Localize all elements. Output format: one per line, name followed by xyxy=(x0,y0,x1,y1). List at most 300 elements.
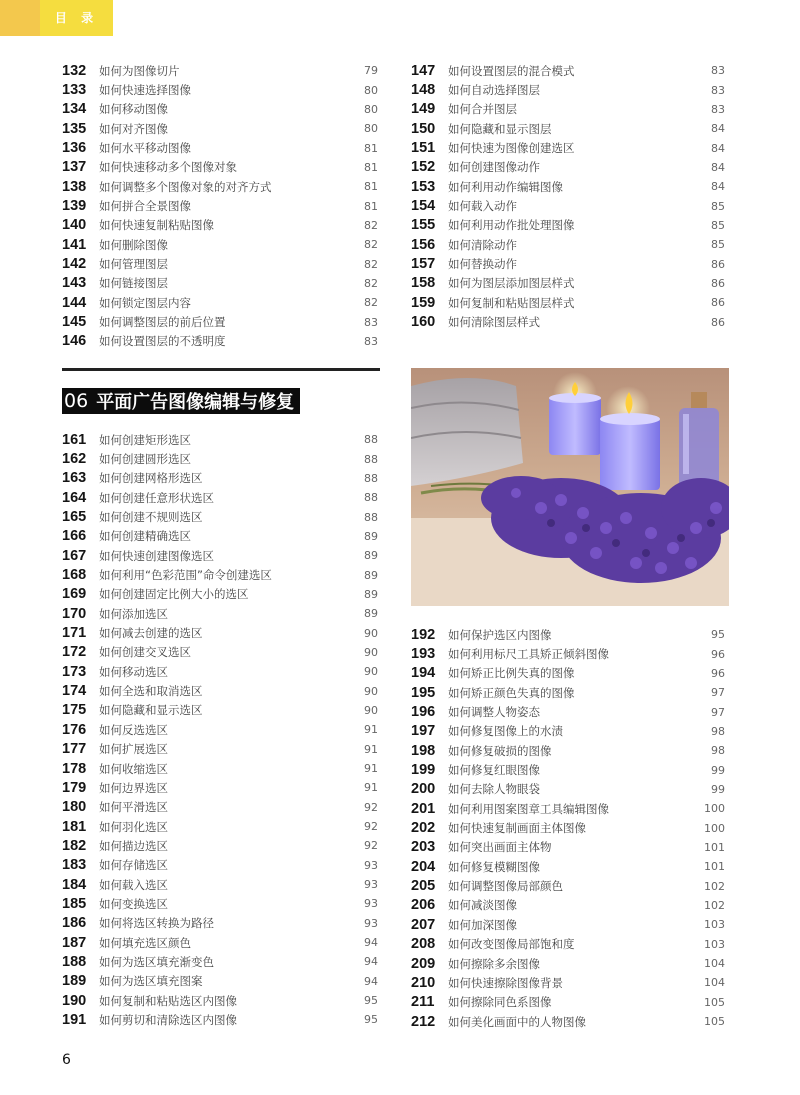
toc-entry-number: 175 xyxy=(62,702,87,719)
toc-entry-title: 如何为图像切片 xyxy=(99,63,180,78)
toc-entry[interactable] xyxy=(411,896,725,915)
toc-entry-number: 190 xyxy=(62,992,87,1009)
toc-entry-page: 88 xyxy=(364,433,378,447)
toc-list xyxy=(62,430,378,1030)
toc-entry-page: 86 xyxy=(711,257,725,271)
toc-entry-number: 177 xyxy=(62,741,87,758)
toc-entry-page: 94 xyxy=(364,955,378,969)
toc-entry[interactable] xyxy=(62,274,378,293)
toc-entry-number: 196 xyxy=(411,704,436,721)
toc-entry-page: 97 xyxy=(711,686,725,700)
toc-entry[interactable] xyxy=(411,625,725,644)
toc-entry-page: 88 xyxy=(364,471,378,485)
toc-entry-number: 150 xyxy=(411,120,436,137)
toc-entry[interactable] xyxy=(62,312,378,331)
toc-entry[interactable] xyxy=(62,100,378,119)
toc-entry-title: 如何载入动作 xyxy=(448,199,517,214)
toc-entry[interactable] xyxy=(62,565,378,584)
toc-entry[interactable] xyxy=(62,914,378,933)
toc-entry-title: 如何复制和粘贴选区内图像 xyxy=(99,993,237,1008)
toc-entry[interactable] xyxy=(411,702,725,721)
toc-entry-page: 89 xyxy=(364,607,378,621)
toc-entry-number: 139 xyxy=(62,198,87,215)
toc-entry[interactable] xyxy=(411,235,725,254)
toc-entry-number: 165 xyxy=(62,509,87,526)
toc-entry[interactable] xyxy=(62,80,378,99)
toc-entry-number: 189 xyxy=(62,973,87,990)
toc-entry-number: 142 xyxy=(62,256,87,273)
toc-entry-page: 90 xyxy=(364,703,378,717)
toc-entry[interactable] xyxy=(411,818,725,837)
toc-entry-number: 132 xyxy=(62,62,87,79)
toc-entry-title: 如何矫正颜色失真的图像 xyxy=(448,685,575,700)
toc-column-left-top xyxy=(62,61,378,351)
toc-entry-page: 93 xyxy=(364,878,378,892)
toc-entry-page: 95 xyxy=(364,1013,378,1027)
toc-entry[interactable] xyxy=(62,507,378,526)
toc-entry[interactable] xyxy=(62,952,378,971)
toc-entry[interactable] xyxy=(411,954,725,973)
toc-entry-page: 94 xyxy=(364,974,378,988)
toc-entry-page: 82 xyxy=(364,296,378,310)
toc-entry-page: 93 xyxy=(364,897,378,911)
toc-entry-number: 136 xyxy=(62,140,87,157)
toc-entry-title: 如何减去创建的选区 xyxy=(99,626,203,641)
toc-entry[interactable] xyxy=(62,527,378,546)
toc-entry-title: 如何剪切和清除选区内图像 xyxy=(99,1012,237,1027)
toc-entry-page: 82 xyxy=(364,276,378,290)
toc-entry-page: 105 xyxy=(704,995,725,1009)
toc-entry[interactable] xyxy=(62,740,378,759)
toc-entry-page: 99 xyxy=(711,782,725,796)
toc-entry-page: 85 xyxy=(711,238,725,252)
toc-entry[interactable] xyxy=(62,119,378,138)
toc-entry-page: 88 xyxy=(364,491,378,505)
toc-entry-page: 92 xyxy=(364,800,378,814)
toc-entry-page: 93 xyxy=(364,916,378,930)
toc-entry-number: 167 xyxy=(62,547,87,564)
toc-entry-title: 如何将选区转换为路径 xyxy=(99,916,214,931)
toc-entry-page: 80 xyxy=(364,102,378,116)
toc-entry-number: 141 xyxy=(62,236,87,253)
toc-entry[interactable] xyxy=(62,759,378,778)
toc-entry-title: 如何修复图像上的水渍 xyxy=(448,724,563,739)
toc-entry-title: 如何隐藏和显示图层 xyxy=(448,121,552,136)
toc-entry[interactable] xyxy=(62,643,378,662)
toc-entry[interactable] xyxy=(411,100,725,119)
toc-entry-number: 143 xyxy=(62,275,87,292)
toc-entry-page: 80 xyxy=(364,83,378,97)
toc-entry-title: 如何链接图层 xyxy=(99,276,168,291)
toc-entry-title: 如何拼合全景图像 xyxy=(99,199,191,214)
toc-entry[interactable] xyxy=(411,138,725,157)
toc-entry[interactable] xyxy=(411,838,725,857)
toc-entry-number: 154 xyxy=(411,198,436,215)
toc-entry-title: 如何快速复制画面主体图像 xyxy=(448,821,586,836)
toc-entry[interactable] xyxy=(62,585,378,604)
toc-entry-title: 如何扩展选区 xyxy=(99,742,168,757)
page-number: 6 xyxy=(62,1052,71,1068)
toc-entry-page: 84 xyxy=(711,122,725,136)
toc-list xyxy=(411,625,725,1031)
toc-entry-number: 208 xyxy=(411,936,436,953)
toc-entry-number: 180 xyxy=(62,799,87,816)
toc-entry[interactable] xyxy=(62,817,378,836)
toc-entry-title: 如何反选选区 xyxy=(99,722,168,737)
toc-entry-page: 81 xyxy=(364,199,378,213)
header-tab-strip xyxy=(0,0,40,36)
toc-entry-page: 103 xyxy=(704,937,725,951)
toc-entry[interactable] xyxy=(62,875,378,894)
toc-entry-number: 163 xyxy=(62,470,87,487)
toc-entry-page: 81 xyxy=(364,160,378,174)
toc-entry-title: 如何边界选区 xyxy=(99,780,168,795)
toc-entry-title: 如何快速为图像创建选区 xyxy=(448,141,575,156)
toc-entry-number: 134 xyxy=(62,101,87,118)
toc-entry-page: 101 xyxy=(704,860,725,874)
toc-entry-title: 如何创建圆形选区 xyxy=(99,452,191,467)
toc-entry[interactable] xyxy=(62,604,378,623)
toc-entry-number: 198 xyxy=(411,742,436,759)
toc-entry[interactable] xyxy=(62,662,378,681)
toc-entry[interactable] xyxy=(62,488,378,507)
toc-entry-number: 185 xyxy=(62,895,87,912)
toc-entry-page: 100 xyxy=(704,802,725,816)
toc-entry-number: 191 xyxy=(62,1011,87,1028)
toc-column-right-bottom xyxy=(411,625,725,1031)
toc-entry[interactable] xyxy=(411,293,725,312)
lavender-candles-photo xyxy=(411,368,729,606)
toc-list xyxy=(62,61,378,351)
toc-entry-number: 209 xyxy=(411,955,436,972)
toc-entry-page: 90 xyxy=(364,645,378,659)
toc-entry-title: 如何设置图层的混合模式 xyxy=(448,63,575,78)
toc-entry-number: 182 xyxy=(62,837,87,854)
toc-entry-number: 164 xyxy=(62,489,87,506)
toc-entry-number: 202 xyxy=(411,820,436,837)
toc-entry-number: 199 xyxy=(411,762,436,779)
toc-entry-page: 88 xyxy=(364,452,378,466)
toc-entry-title: 如何快速移动多个图像对象 xyxy=(99,160,237,175)
toc-entry[interactable] xyxy=(62,856,378,875)
toc-entry[interactable] xyxy=(62,623,378,642)
toc-entry-title: 如何快速选择图像 xyxy=(99,83,191,98)
toc-entry-number: 205 xyxy=(411,878,436,895)
toc-entry[interactable] xyxy=(411,177,725,196)
toc-entry[interactable] xyxy=(62,836,378,855)
toc-entry-title: 如何存储选区 xyxy=(99,858,168,873)
toc-entry-number: 147 xyxy=(411,62,436,79)
toc-entry-page: 79 xyxy=(364,64,378,78)
toc-entry-number: 138 xyxy=(62,178,87,195)
toc-entry-title: 如何改变图像局部饱和度 xyxy=(448,937,575,952)
toc-entry-title: 如何为图层添加图层样式 xyxy=(448,276,575,291)
toc-entry[interactable] xyxy=(411,1012,725,1031)
toc-entry-number: 200 xyxy=(411,781,436,798)
toc-entry-title: 如何创建网格形选区 xyxy=(99,471,203,486)
toc-entry-page: 96 xyxy=(711,666,725,680)
toc-entry-number: 133 xyxy=(62,82,87,99)
toc-entry-page: 93 xyxy=(364,858,378,872)
toc-entry-page: 85 xyxy=(711,218,725,232)
toc-entry-title: 如何保护选区内图像 xyxy=(448,627,552,642)
section-divider xyxy=(62,368,380,371)
toc-entry-number: 179 xyxy=(62,779,87,796)
toc-entry-page: 83 xyxy=(364,315,378,329)
toc-entry-title: 如何复制和粘贴图层样式 xyxy=(448,295,575,310)
toc-entry[interactable] xyxy=(62,546,378,565)
toc-entry-page: 89 xyxy=(364,549,378,563)
toc-entry[interactable] xyxy=(62,235,378,254)
toc-entry-page: 91 xyxy=(364,742,378,756)
toc-entry[interactable] xyxy=(411,760,725,779)
toc-entry-page: 94 xyxy=(364,936,378,950)
toc-entry-number: 201 xyxy=(411,800,436,817)
toc-entry-page: 92 xyxy=(364,839,378,853)
toc-entry-title: 如何管理图层 xyxy=(99,257,168,272)
toc-entry-number: 203 xyxy=(411,839,436,856)
toc-entry[interactable] xyxy=(62,1010,378,1029)
toc-entry-number: 181 xyxy=(62,818,87,835)
toc-column-right-top xyxy=(411,61,725,332)
toc-entry-number: 146 xyxy=(62,333,87,350)
toc-entry-title: 如何全选和取消选区 xyxy=(99,684,203,699)
toc-entry[interactable] xyxy=(62,991,378,1010)
toc-entry[interactable] xyxy=(411,935,725,954)
toc-entry-number: 204 xyxy=(411,858,436,875)
toc-entry[interactable] xyxy=(411,857,725,876)
toc-entry-page: 90 xyxy=(364,626,378,640)
toc-entry-title: 如何利用动作编辑图像 xyxy=(448,179,563,194)
toc-entry[interactable] xyxy=(411,644,725,663)
toc-entry[interactable] xyxy=(62,293,378,312)
toc-entry[interactable] xyxy=(62,798,378,817)
toc-entry-page: 84 xyxy=(711,180,725,194)
toc-entry-title: 如何水平移动图像 xyxy=(99,141,191,156)
toc-entry-title: 如何羽化选区 xyxy=(99,819,168,834)
toc-entry-title: 如何利用图案图章工具编辑图像 xyxy=(448,801,609,816)
toc-entry[interactable] xyxy=(62,430,378,449)
toc-entry-number: 161 xyxy=(62,431,87,448)
toc-entry-page: 105 xyxy=(704,1015,725,1029)
toc-entry[interactable] xyxy=(62,778,378,797)
header-tab-label: 目 录 xyxy=(40,0,113,36)
toc-entry-number: 176 xyxy=(62,721,87,738)
toc-entry-number: 152 xyxy=(411,159,436,176)
toc-entry[interactable] xyxy=(62,972,378,991)
toc-entry-page: 86 xyxy=(711,296,725,310)
toc-entry-number: 151 xyxy=(411,140,436,157)
toc-entry-page: 96 xyxy=(711,647,725,661)
toc-entry-page: 89 xyxy=(364,568,378,582)
toc-entry-number: 192 xyxy=(411,626,436,643)
toc-entry-title: 如何利用动作批处理图像 xyxy=(448,218,575,233)
toc-entry[interactable] xyxy=(411,993,725,1012)
toc-entry[interactable] xyxy=(411,876,725,895)
toc-entry-page: 104 xyxy=(704,957,725,971)
toc-entry-number: 211 xyxy=(411,994,435,1011)
toc-entry-page: 95 xyxy=(711,628,725,642)
toc-entry-page: 83 xyxy=(711,64,725,78)
toc-entry[interactable] xyxy=(411,312,725,331)
toc-entry[interactable] xyxy=(62,894,378,913)
toc-entry[interactable] xyxy=(411,274,725,293)
toc-entry-number: 162 xyxy=(62,451,87,468)
toc-entry[interactable] xyxy=(411,722,725,741)
toc-entry-title: 如何创建图像动作 xyxy=(448,160,540,175)
toc-entry-page: 102 xyxy=(704,879,725,893)
toc-entry-number: 174 xyxy=(62,683,87,700)
toc-entry-title: 如何收缩选区 xyxy=(99,761,168,776)
toc-entry-title: 如何突出画面主体物 xyxy=(448,840,552,855)
toc-entry-page: 89 xyxy=(364,529,378,543)
toc-entry-title: 如何快速复制粘贴图像 xyxy=(99,218,214,233)
toc-entry-title: 如何设置图层的不透明度 xyxy=(99,334,226,349)
toc-entry-title: 如何去除人物眼袋 xyxy=(448,782,540,797)
toc-entry[interactable] xyxy=(62,254,378,273)
toc-entry[interactable] xyxy=(411,915,725,934)
toc-entry[interactable] xyxy=(62,701,378,720)
toc-entry-page: 84 xyxy=(711,160,725,174)
toc-entry-title: 如何利用标尺工具矫正倾斜图像 xyxy=(448,647,609,662)
toc-entry-number: 195 xyxy=(411,684,436,701)
toc-entry[interactable] xyxy=(411,741,725,760)
toc-entry-page: 100 xyxy=(704,821,725,835)
toc-entry-number: 158 xyxy=(411,275,436,292)
toc-entry-number: 194 xyxy=(411,665,436,682)
toc-entry-number: 197 xyxy=(411,723,436,740)
toc-entry-title: 如何调整人物姿态 xyxy=(448,705,540,720)
toc-entry-title: 如何移动选区 xyxy=(99,664,168,679)
toc-entry[interactable] xyxy=(411,119,725,138)
toc-entry-page: 81 xyxy=(364,141,378,155)
toc-entry-number: 183 xyxy=(62,857,87,874)
toc-entry-number: 140 xyxy=(62,217,87,234)
toc-entry-page: 82 xyxy=(364,257,378,271)
toc-entry-title: 如何自动选择图层 xyxy=(448,83,540,98)
toc-entry-number: 206 xyxy=(411,897,436,914)
toc-entry-number: 166 xyxy=(62,528,87,545)
toc-entry[interactable] xyxy=(62,681,378,700)
toc-entry-page: 91 xyxy=(364,762,378,776)
toc-entry-page: 104 xyxy=(704,976,725,990)
toc-entry-number: 210 xyxy=(411,974,436,991)
toc-entry[interactable] xyxy=(62,720,378,739)
toc-entry[interactable] xyxy=(62,933,378,952)
toc-entry-title: 如何调整多个图像对象的对齐方式 xyxy=(99,179,272,194)
toc-entry[interactable] xyxy=(62,61,378,80)
toc-entry-title: 如何填充选区颜色 xyxy=(99,935,191,950)
toc-entry-page: 90 xyxy=(364,684,378,698)
toc-entry-title: 如何创建任意形状选区 xyxy=(99,490,214,505)
toc-entry[interactable] xyxy=(62,449,378,468)
toc-entry[interactable] xyxy=(411,196,725,215)
toc-entry[interactable] xyxy=(62,158,378,177)
toc-entry-title: 如何为选区填充渐变色 xyxy=(99,954,214,969)
toc-entry-number: 160 xyxy=(411,314,436,331)
toc-entry-title: 如何利用“色彩范围”命令创建选区 xyxy=(99,568,272,583)
toc-entry-title: 如何创建固定比例大小的选区 xyxy=(99,587,249,602)
section-number: 06 xyxy=(64,390,89,412)
toc-entry-title: 如何快速创建图像选区 xyxy=(99,548,214,563)
section-heading xyxy=(62,388,300,414)
toc-entry-page: 89 xyxy=(364,587,378,601)
toc-entry[interactable] xyxy=(62,216,378,235)
toc-entry-page: 83 xyxy=(711,102,725,116)
toc-entry-title: 如何移动图像 xyxy=(99,102,168,117)
toc-entry-page: 92 xyxy=(364,820,378,834)
toc-entry[interactable] xyxy=(411,683,725,702)
toc-entry-page: 82 xyxy=(364,238,378,252)
toc-entry[interactable] xyxy=(411,80,725,99)
toc-entry-title: 如何创建矩形选区 xyxy=(99,432,191,447)
toc-entry-title: 如何修复模糊图像 xyxy=(448,859,540,874)
toc-entry-number: 178 xyxy=(62,760,87,777)
toc-entry-title: 如何矫正比例失真的图像 xyxy=(448,666,575,681)
toc-entry-title: 如何添加选区 xyxy=(99,606,168,621)
toc-entry-title: 如何锁定图层内容 xyxy=(99,295,191,310)
toc-entry[interactable] xyxy=(62,332,378,351)
toc-entry-title: 如何加深图像 xyxy=(448,917,517,932)
section-title: 平面广告图像编辑与修复 xyxy=(96,392,295,413)
toc-entry-number: 157 xyxy=(411,256,436,273)
toc-entry[interactable] xyxy=(411,216,725,235)
toc-entry-page: 86 xyxy=(711,276,725,290)
toc-entry-title: 如何快速擦除图像背景 xyxy=(448,975,563,990)
toc-entry-page: 85 xyxy=(711,199,725,213)
toc-entry[interactable] xyxy=(411,158,725,177)
toc-entry-page: 88 xyxy=(364,510,378,524)
toc-entry-title: 如何创建交叉选区 xyxy=(99,645,191,660)
toc-entry-page: 80 xyxy=(364,122,378,136)
toc-entry[interactable] xyxy=(411,799,725,818)
toc-entry[interactable] xyxy=(62,196,378,215)
toc-entry[interactable] xyxy=(411,780,725,799)
toc-entry-number: 188 xyxy=(62,953,87,970)
toc-entry-number: 171 xyxy=(62,625,87,642)
toc-entry[interactable] xyxy=(411,254,725,273)
toc-entry[interactable] xyxy=(411,61,725,80)
toc-entry-title: 如何擦除多余图像 xyxy=(448,956,540,971)
toc-entry-number: 159 xyxy=(411,294,436,311)
toc-entry-title: 如何合并图层 xyxy=(448,102,517,117)
toc-entry-number: 148 xyxy=(411,82,436,99)
toc-entry-number: 193 xyxy=(411,646,436,663)
toc-entry-number: 155 xyxy=(411,217,436,234)
toc-entry-page: 91 xyxy=(364,781,378,795)
toc-entry[interactable] xyxy=(62,177,378,196)
toc-entry-title: 如何描边选区 xyxy=(99,838,168,853)
toc-entry-number: 212 xyxy=(411,1013,436,1030)
toc-entry-title: 如何创建精确选区 xyxy=(99,529,191,544)
toc-entry[interactable] xyxy=(411,664,725,683)
toc-list xyxy=(411,61,725,332)
toc-entry[interactable] xyxy=(62,469,378,488)
toc-entry[interactable] xyxy=(411,973,725,992)
toc-entry-title: 如何载入选区 xyxy=(99,877,168,892)
toc-entry-page: 103 xyxy=(704,918,725,932)
toc-entry-title: 如何调整图像局部颜色 xyxy=(448,879,563,894)
toc-entry-number: 169 xyxy=(62,586,87,603)
toc-entry-number: 186 xyxy=(62,915,87,932)
toc-entry[interactable] xyxy=(62,138,378,157)
toc-entry-title: 如何减淡图像 xyxy=(448,898,517,913)
toc-entry-page: 81 xyxy=(364,180,378,194)
toc-entry-title: 如何变换选区 xyxy=(99,896,168,911)
toc-entry-page: 95 xyxy=(364,994,378,1008)
toc-entry-page: 90 xyxy=(364,665,378,679)
toc-entry-number: 170 xyxy=(62,605,87,622)
